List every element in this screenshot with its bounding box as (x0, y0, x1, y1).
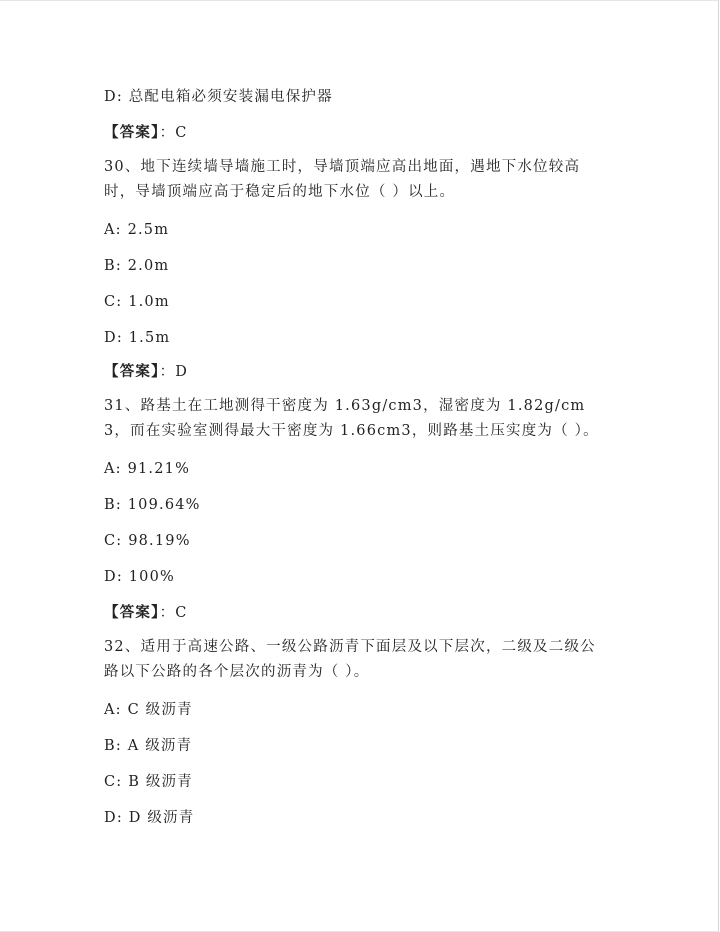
option-c-q32: C: B 级沥青 (104, 774, 193, 790)
answer-value: C (175, 605, 188, 621)
option-d-q31: D: 100% (104, 569, 175, 585)
document-content (104, 85, 624, 830)
option-a-q32: A: C 级沥青 (104, 702, 193, 718)
option-b-q30: B: 2.0m (104, 258, 170, 274)
option-c-q31: C: 98.19% (104, 533, 191, 549)
answer-q29 (104, 121, 624, 145)
answer-q31 (104, 601, 624, 625)
answer-separator: ： (159, 364, 176, 380)
answer-label: 【答案】 (104, 363, 160, 380)
option-a-q31: A: 91.21% (104, 461, 191, 477)
option-c-q30: C: 1.0m (104, 294, 170, 310)
answer-separator: ： (159, 125, 176, 141)
answer-label: 【答案】 (104, 604, 160, 621)
answer-q30 (104, 360, 624, 384)
option-d-q29: D: 总配电箱必须安装漏电保护器 (104, 89, 333, 105)
option-d-q30: D: 1.5m (104, 330, 171, 346)
option-b-q32: B: A 级沥青 (104, 738, 193, 754)
option-b-q31: B: 109.64% (104, 497, 201, 513)
option-d-q32: D: D 级沥青 (104, 810, 195, 826)
question-32: 32、适用于高速公路、一级公路沥青下面层及以下层次，二级及二级公路以下公路的各个层次的沥青为（ ）。 (104, 639, 596, 680)
answer-separator: ： (159, 605, 176, 621)
option-a-q30: A: 2.5m (104, 222, 170, 238)
answer-value: D (175, 364, 189, 380)
answer-label: 【答案】 (104, 124, 160, 141)
question-30: 30、地下连续墙导墙施工时，导墙顶端应高出地面，遇地下水位较高时，导墙顶端应高于稳定后的地下水位（ ）以上。 (104, 159, 581, 200)
answer-value: C (175, 125, 188, 141)
question-31: 31、路基土在工地测得干密度为 1.63g/cm3，湿密度为 1.82g/cm3，而在实验室测得最大干密度为 1.66cm3，则路基土压实度为（ ）。 (104, 398, 599, 439)
